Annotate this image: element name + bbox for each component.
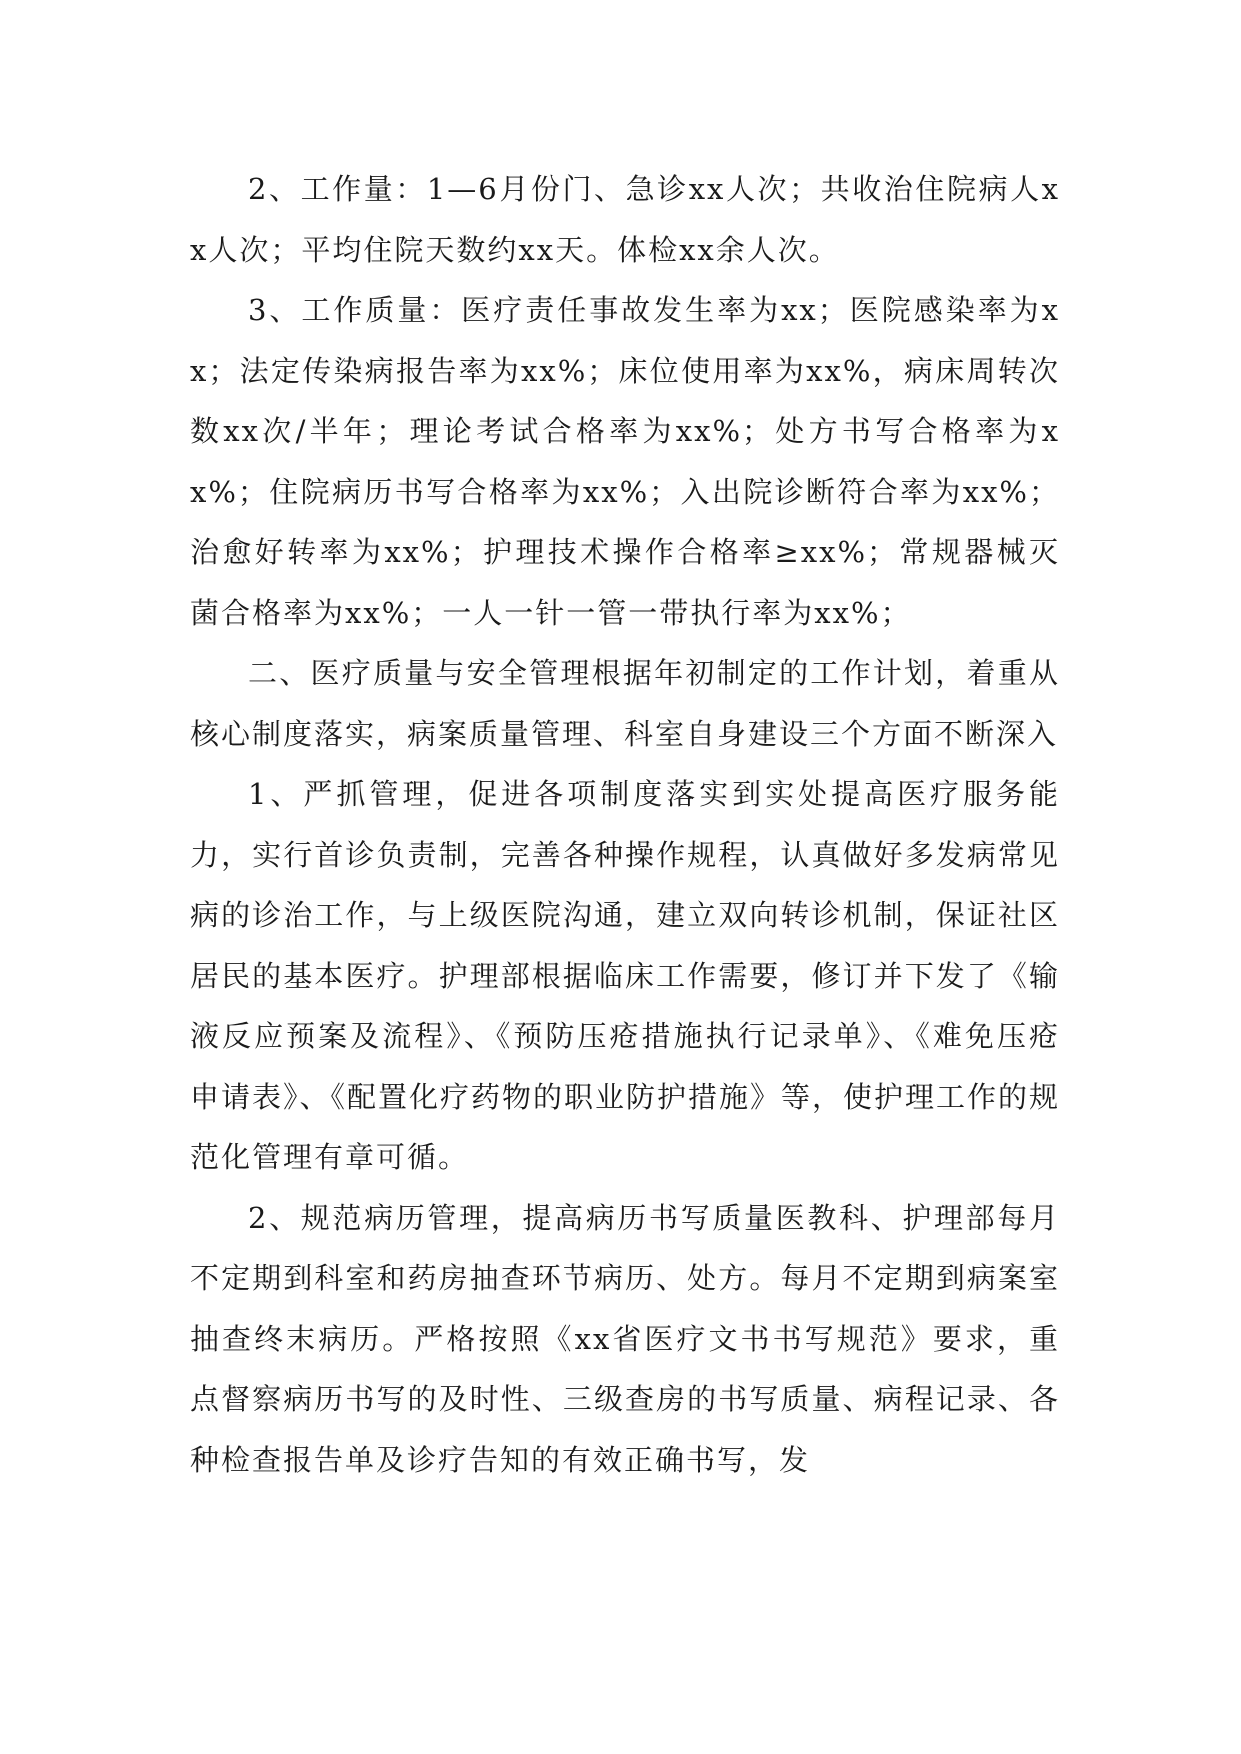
document-body	[190, 159, 1060, 1490]
paragraph-medical-records: 2、规范病历管理，提高病历书写质量医教科、护理部每月不定期到科室和药房抽查环节病历、处方。每月不定期到病案室抽查终末病历。严格按照《xx省医疗文书书写规范》要求，重点督察病历书写的及时性、三级查房的书写质量、病程记录、各种检查报告单及诊疗告知的有效正确书写，发	[190, 1200, 1060, 1477]
paragraph-strict-management: 1、严抓管理，促进各项制度落实到实处提高医疗服务能力，实行首诊负责制，完善各种操作规程，认真做好多发病常见病的诊治工作，与上级医院沟通，建立双向转诊机制，保证社区居民的基本医疗。护理部根据临床工作需要，修订并下发了《输液反应预案及流程》、《预防压疮措施执行记录单》、《难免压疮申请表》、《配置化疗药物的职业防护措施》等，使护理工作的规范化管理有章可循。	[190, 777, 1061, 1174]
paragraph-quality-safety-heading: 二、医疗质量与安全管理根据年初制定的工作计划，着重从核心制度落实，病案质量管理、科室自身建设三个方面不断深入	[190, 656, 1060, 751]
paragraph-workload: 2、工作量：1—6月份门、急诊xx人次；共收治住院病人xx人次；平均住院天数约xx天。体检xx余人次。	[190, 172, 1060, 267]
paragraph-work-quality: 3、工作质量：医疗责任事故发生率为xx；医院感染率为xx；法定传染病报告率为xx%；床位使用率为xx%，病床周转次数xx次/半年；理论考试合格率为xx%；处方书写合格率为xx%；住院病历书写合格率为xx%；入出院诊断符合率为xx%；治愈好转率为xx%；护理技术操作合格率≥xx%；常规器械灭菌合格率为xx%；一人一针一管一带执行率为xx%；	[190, 293, 1060, 630]
